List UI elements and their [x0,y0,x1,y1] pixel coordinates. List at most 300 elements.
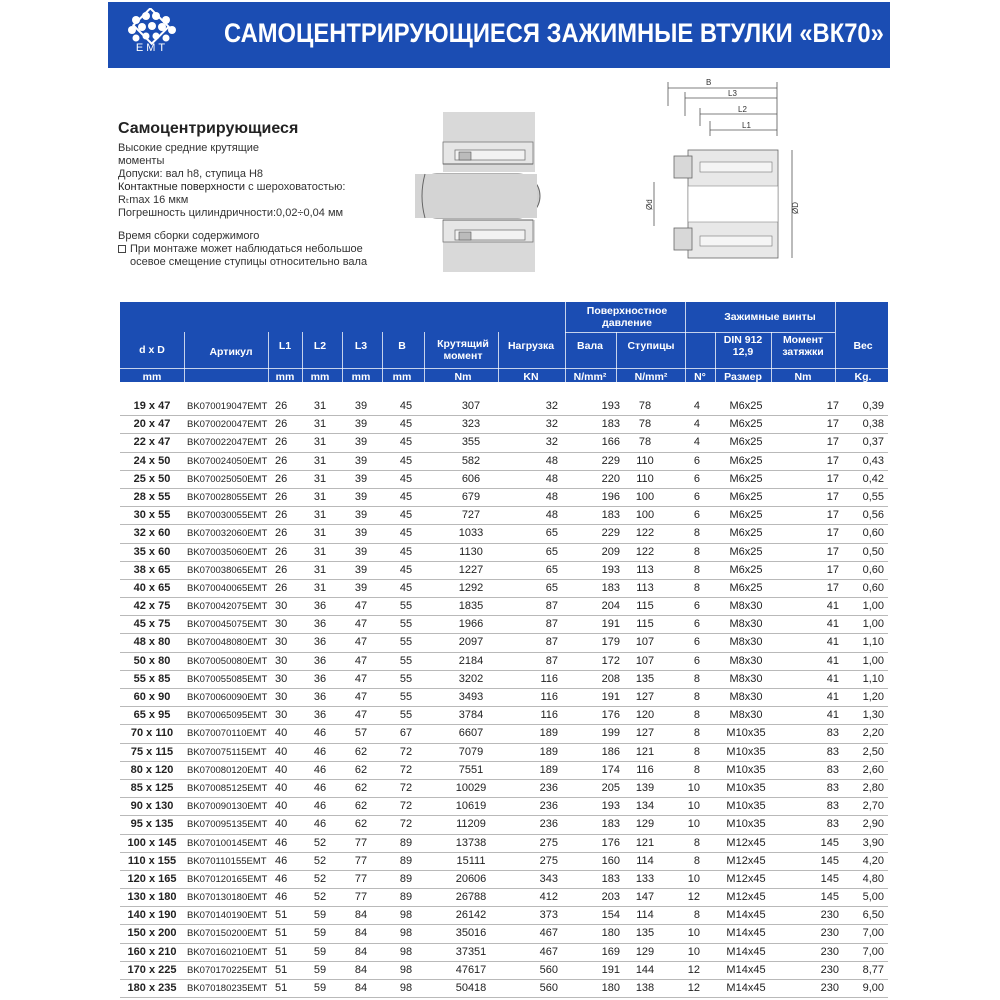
intro-line: Допуски: вал h8, ступица H8 [118,168,264,180]
cell-l2: 31 [313,418,327,431]
cell-article: BK070040065EMT [187,582,268,594]
table-row [120,907,888,925]
cell-article: BK070050080EMT [187,655,268,667]
cell-screw-size: M6x25 [729,436,763,449]
cell-hub-pressure: 121 [635,836,655,849]
table-row [120,598,888,616]
cell-tightening-moment: 145 [820,891,839,904]
cell-hub-pressure: 121 [635,745,655,758]
cell-l3: 39 [354,563,368,576]
cell-screw-count: 6 [693,618,700,631]
cell-l1: 46 [275,836,288,849]
cell-torque: 2097 [458,636,484,649]
table-body [120,398,888,998]
cell-l3: 47 [354,691,368,703]
cell-article: BK070060090EMT [187,692,268,703]
cell-l1: 26 [275,454,288,467]
cell-torque: 2184 [458,654,484,667]
dimension-drawing [640,76,810,276]
cell-l1: 51 [275,963,288,976]
cell-article: BK070042075EMT [187,601,268,613]
cell-screw-size: M14x45 [726,927,766,940]
cell-dxd: 100 x 145 [127,836,177,849]
cell-article: BK070032060EMT [187,528,268,540]
header-l1: L1 [278,340,292,352]
cell-l3: 39 [354,418,368,431]
cell-l1: 26 [275,490,288,503]
header-weight: Вес [853,340,873,352]
header-article: Артикул [209,346,253,358]
cell-torque: 13738 [455,836,487,849]
cell-b: 89 [399,836,413,849]
cell-l3: 84 [354,945,368,958]
cell-l3: 62 [354,745,368,758]
cell-load: 65 [545,545,558,558]
cell-l3: 84 [354,909,368,922]
table-row [120,653,888,671]
cell-shaft-pressure: 196 [601,490,620,503]
cell-tightening-moment: 17 [826,581,839,594]
cell-shaft-pressure: 174 [601,763,620,776]
cell-hub-pressure: 114 [636,909,654,922]
cell-shaft-pressure: 229 [601,454,620,467]
cell-article: BK070048080EMT [187,637,268,649]
cell-tightening-moment: 145 [820,872,839,885]
logo-text: EMT [135,42,169,54]
cell-l2: 31 [313,472,327,485]
cell-shaft-pressure: 205 [601,781,620,794]
cell-hub-pressure: 138 [635,982,655,994]
cell-l3: 62 [354,818,368,831]
cell-load: 412 [539,891,558,904]
cell-hub-pressure: 78 [638,436,652,449]
cell-dxd: 24 x 50 [133,454,171,467]
cell-load: 467 [539,945,558,958]
table-row [120,871,888,889]
header-banner [108,2,890,68]
cell-screw-size: M8x30 [729,691,763,703]
cell-screw-count: 10 [687,927,700,940]
cell-dxd: 140 x 190 [127,909,177,922]
cell-hub-pressure: 110 [636,472,654,485]
cell-dxd: 60 x 90 [133,691,171,703]
cell-dxd: 180 x 235 [127,982,177,994]
cell-l2: 31 [313,400,327,412]
cell-article: BK070180235EMT [187,983,268,994]
cell-hub-pressure: 100 [635,490,655,503]
cell-l3: 62 [354,763,368,776]
cell-l2: 46 [313,763,327,776]
cell-torque: 26142 [455,909,487,922]
cell-screw-count: 10 [687,945,700,958]
cell-screw-size: M10x35 [726,745,766,758]
cell-screw-size: M10x35 [726,781,766,794]
cell-weight: 0,43 [862,454,884,467]
cell-load: 236 [539,818,558,831]
cell-l1: 46 [275,854,288,867]
cell-l1: 30 [275,654,288,667]
cell-dxd: 150 x 200 [127,927,177,940]
table-row [120,762,888,780]
cell-l2: 31 [313,454,327,467]
cell-tightening-moment: 230 [820,945,839,958]
table-row [120,671,888,689]
cell-dxd: 55 x 85 [133,672,171,685]
cell-l3: 39 [354,436,368,449]
cell-l2: 36 [313,600,327,613]
unit-l2: mm [310,371,330,383]
cell-tightening-moment: 83 [826,800,839,813]
cell-screw-count: 8 [693,909,700,922]
cell-tightening-moment: 83 [826,727,839,740]
cell-dxd: 70 x 110 [130,727,174,740]
cell-weight: 6,50 [862,909,884,922]
cell-hub-pressure: 115 [636,618,654,631]
cell-screw-size: M6x25 [729,454,763,467]
table-row [120,962,888,980]
cell-l3: 39 [354,454,368,467]
cell-l1: 30 [275,709,288,722]
cell-dxd: 120 x 165 [127,872,177,885]
cell-shaft-pressure: 193 [601,800,620,813]
cell-screw-size: M8x30 [729,654,763,667]
cell-load: 236 [539,781,558,794]
cell-dxd: 160 x 210 [127,945,177,958]
cell-hub-pressure: 135 [635,672,655,685]
cell-article: BK070120165EMT [187,873,268,885]
unit-torque: Nm [454,371,472,383]
cell-screw-size: M8x30 [729,672,763,685]
cell-screw-count: 8 [693,763,700,776]
cell-screw-count: 4 [693,418,700,431]
cell-torque: 37351 [455,945,487,958]
cell-b: 98 [399,945,413,958]
table-row [120,398,888,416]
cell-l3: 47 [354,600,368,613]
cell-dxd: 80 x 120 [130,763,174,776]
cell-load: 189 [539,727,558,740]
cell-weight: 3,90 [862,836,884,849]
table-row [120,489,888,507]
table-row [120,816,888,834]
table-row [120,853,888,871]
cell-l1: 30 [275,636,288,649]
cell-b: 89 [399,891,413,904]
cell-l2: 36 [313,636,327,649]
cell-dxd: 130 x 180 [127,891,177,904]
cell-hub-pressure: 107 [635,636,655,649]
cell-screw-count: 6 [693,600,700,613]
cell-l1: 30 [275,691,288,703]
cell-torque: 10619 [455,800,487,813]
table-row [120,889,888,907]
cell-l2: 31 [313,581,327,594]
header-l2: L2 [313,340,327,352]
intro-line: моменты [118,155,165,167]
cell-tightening-moment: 17 [826,418,839,431]
cell-l3: 57 [354,727,368,740]
header-l3: L3 [354,340,368,352]
table-row [120,507,888,525]
cell-weight: 2,20 [862,727,884,740]
cell-dxd: 75 x 115 [130,745,174,758]
cell-l3: 39 [354,545,368,558]
cell-l1: 26 [275,436,288,449]
cell-l2: 31 [313,527,327,540]
cell-article: BK070080120EMT [187,764,268,776]
cell-shaft-pressure: 193 [601,400,620,412]
cell-dxd: 35 x 60 [133,545,171,558]
cell-b: 55 [399,691,413,703]
cell-shaft-pressure: 204 [601,600,620,613]
cell-b: 45 [399,472,413,485]
cell-article: BK070065095EMT [187,710,268,722]
cell-l2: 36 [313,618,327,631]
table-row [120,525,888,543]
cell-tightening-moment: 145 [820,836,839,849]
cell-load: 275 [539,836,558,849]
cell-l3: 39 [354,490,368,503]
cell-shaft-pressure: 176 [601,709,620,722]
cell-weight: 4,80 [862,872,884,885]
intro-line [118,181,418,194]
cell-hub-pressure: 127 [635,691,655,703]
cell-screw-count: 6 [693,636,700,649]
unit-hub: N/mm² [634,371,668,383]
cell-l1: 51 [275,945,288,958]
cell-torque: 11209 [456,818,486,831]
table-header [120,302,888,382]
header-load: Нагрузка [507,340,555,352]
cell-article: BK070160210EMT [187,946,268,958]
cell-hub-pressure: 122 [635,545,655,558]
cell-weight: 0,55 [862,490,884,503]
cell-b: 45 [399,527,413,540]
cell-torque: 20606 [455,872,487,885]
cell-dxd: 38 x 65 [133,563,171,576]
cell-l1: 26 [275,563,288,576]
cell-shaft-pressure: 193 [601,563,620,576]
cell-hub-pressure: 144 [635,963,655,976]
cell-article: BK070095135EMT [187,819,268,831]
cell-hub-pressure: 113 [636,581,654,594]
cell-article: BK070022047EMT [187,437,268,449]
cell-weight: 1,30 [862,709,884,722]
cell-shaft-pressure: 191 [601,963,620,976]
cell-weight: 2,90 [862,818,884,831]
cell-article: BK070028055EMT [187,491,268,503]
cell-load: 560 [539,982,558,994]
cell-shaft-pressure: 183 [601,818,620,831]
cell-b: 98 [399,963,413,976]
cell-load: 65 [545,563,558,576]
cell-hub-pressure: 113 [636,563,654,576]
intro-line: Rₜmax 16 мкм [118,194,189,206]
cell-torque: 1227 [458,563,484,576]
cell-l2: 36 [313,672,327,685]
cell-l2: 36 [313,654,327,667]
cell-load: 373 [539,909,558,922]
header-moment: Момент затяжки [782,334,824,358]
table-row [120,798,888,816]
cell-tightening-moment: 41 [826,600,839,613]
cell-l2: 46 [313,800,327,813]
cell-article: BK070110155EMT [187,855,267,867]
cell-l1: 51 [275,982,288,994]
cell-hub-pressure: 134 [635,800,655,813]
cell-dxd: 65 x 95 [133,709,171,722]
cell-screw-count: 10 [687,781,700,794]
cell-l1: 30 [275,672,288,685]
cell-screw-size: M6x25 [729,400,763,412]
cell-load: 65 [545,581,558,594]
cell-shaft-pressure: 160 [601,854,620,867]
cell-article: BK070045075EMT [187,619,268,631]
unit-weight: Kg. [854,371,872,383]
unit-l1: mm [275,371,295,383]
cell-hub-pressure: 78 [638,418,652,431]
cell-shaft-pressure: 191 [601,618,620,631]
cell-hub-pressure: 135 [635,927,655,940]
cell-torque: 323 [461,418,481,431]
cell-hub-pressure: 129 [635,818,655,831]
cell-shaft-pressure: 169 [601,945,620,958]
cell-l2: 52 [313,891,327,904]
cell-torque: 1130 [459,545,483,558]
table-row [120,580,888,598]
cell-shaft-pressure: 199 [601,727,620,740]
cell-b: 55 [399,636,413,649]
cell-tightening-moment: 145 [820,854,839,867]
cell-load: 32 [545,418,558,431]
cell-hub-pressure: 107 [635,654,655,667]
cell-l1: 40 [275,818,288,831]
cell-load: 48 [545,490,558,503]
cell-torque: 582 [461,454,481,467]
cell-b: 72 [399,818,413,831]
cell-weight: 0,56 [862,509,884,522]
cell-shaft-pressure: 154 [601,909,620,922]
cell-torque: 35016 [455,927,487,940]
cell-b: 45 [399,436,413,449]
cell-l2: 31 [313,545,327,558]
cell-load: 236 [539,800,558,813]
cell-weight: 0,60 [862,563,884,576]
cell-torque: 7079 [458,745,484,758]
cell-torque: 1292 [458,581,484,594]
unit-dxd: mm [142,371,162,383]
cell-load: 48 [545,454,558,467]
header-shaft: Вала [577,340,603,352]
cell-torque: 727 [461,509,481,522]
cell-tightening-moment: 230 [820,909,839,922]
cell-article: BK070075115EMT [187,746,267,758]
cell-weight: 0,60 [862,527,884,540]
cell-screw-size: M14x45 [726,963,766,976]
cell-tightening-moment: 41 [826,672,839,685]
cell-weight: 0,60 [862,581,884,594]
cell-hub-pressure: 133 [635,872,655,885]
cell-screw-size: M8x30 [729,600,763,613]
cell-dxd: 110 x 155 [127,854,177,867]
cell-screw-size: M6x25 [729,581,763,594]
cell-screw-size: M6x25 [729,490,763,503]
cell-screw-count: 10 [687,818,700,831]
cell-weight: 2,70 [862,800,884,813]
cell-weight: 2,50 [862,745,884,758]
cell-screw-size: M6x25 [729,418,763,431]
cell-torque: 50418 [455,982,487,994]
cell-weight: 2,80 [862,781,884,794]
cell-shaft-pressure: 172 [601,654,620,667]
cell-l1: 30 [275,618,288,631]
cell-torque: 26788 [455,891,487,904]
cell-hub-pressure: 129 [635,945,655,958]
cell-screw-size: M6x25 [729,472,763,485]
cell-l2: 52 [313,854,327,867]
cell-load: 116 [540,672,558,685]
cell-weight: 1,20 [862,691,884,703]
cell-load: 32 [545,436,558,449]
table-row [120,471,888,489]
cell-weight: 1,10 [862,672,884,685]
cell-load: 116 [540,709,558,722]
cell-article: BK070055085EMT [187,673,268,685]
intro-block [118,120,418,269]
cell-screw-count: 8 [693,691,700,703]
cell-screw-size: M8x30 [729,618,763,631]
cell-shaft-pressure: 208 [601,672,620,685]
cell-screw-size: M10x35 [726,727,766,740]
cell-screw-size: M6x25 [729,545,763,558]
header-hub: Ступицы [627,340,675,352]
cell-l2: 59 [313,945,327,958]
cell-weight: 0,50 [862,545,884,558]
cell-l3: 47 [354,672,368,685]
cell-l1: 26 [275,472,288,485]
cell-b: 89 [399,872,413,885]
cell-l1: 40 [275,763,288,776]
cell-screw-size: M10x35 [726,763,766,776]
cell-weight: 5,00 [862,891,884,904]
cell-tightening-moment: 230 [820,963,839,976]
cell-torque: 15111 [456,854,486,867]
cell-screw-size: M14x45 [726,945,766,958]
unit-l3: mm [351,371,371,383]
cell-hub-pressure: 147 [635,891,655,904]
cell-b: 45 [399,545,413,558]
cell-l2: 31 [313,563,327,576]
cell-hub-pressure: 78 [638,400,652,412]
cell-l3: 77 [354,891,368,904]
table-row [120,725,888,743]
cell-l2: 59 [313,927,327,940]
cell-weight: 1,00 [862,618,884,631]
cell-l1: 40 [275,727,288,740]
cell-screw-count: 6 [693,454,700,467]
cell-article: BK070150200EMT [187,928,268,940]
cell-dxd: 20 x 47 [133,418,171,431]
dim-label-d-small: Ød [645,199,654,210]
cell-screw-size: M6x25 [729,509,763,522]
cell-article: BK070130180EMT [187,892,268,904]
cell-load: 48 [545,509,558,522]
intro-line: Время сборки содержимого [118,230,260,242]
cell-article: BK070085125EMT [187,782,268,794]
cell-shaft-pressure: 209 [601,545,620,558]
cell-tightening-moment: 17 [826,454,839,467]
cell-shaft-pressure: 220 [601,472,620,485]
